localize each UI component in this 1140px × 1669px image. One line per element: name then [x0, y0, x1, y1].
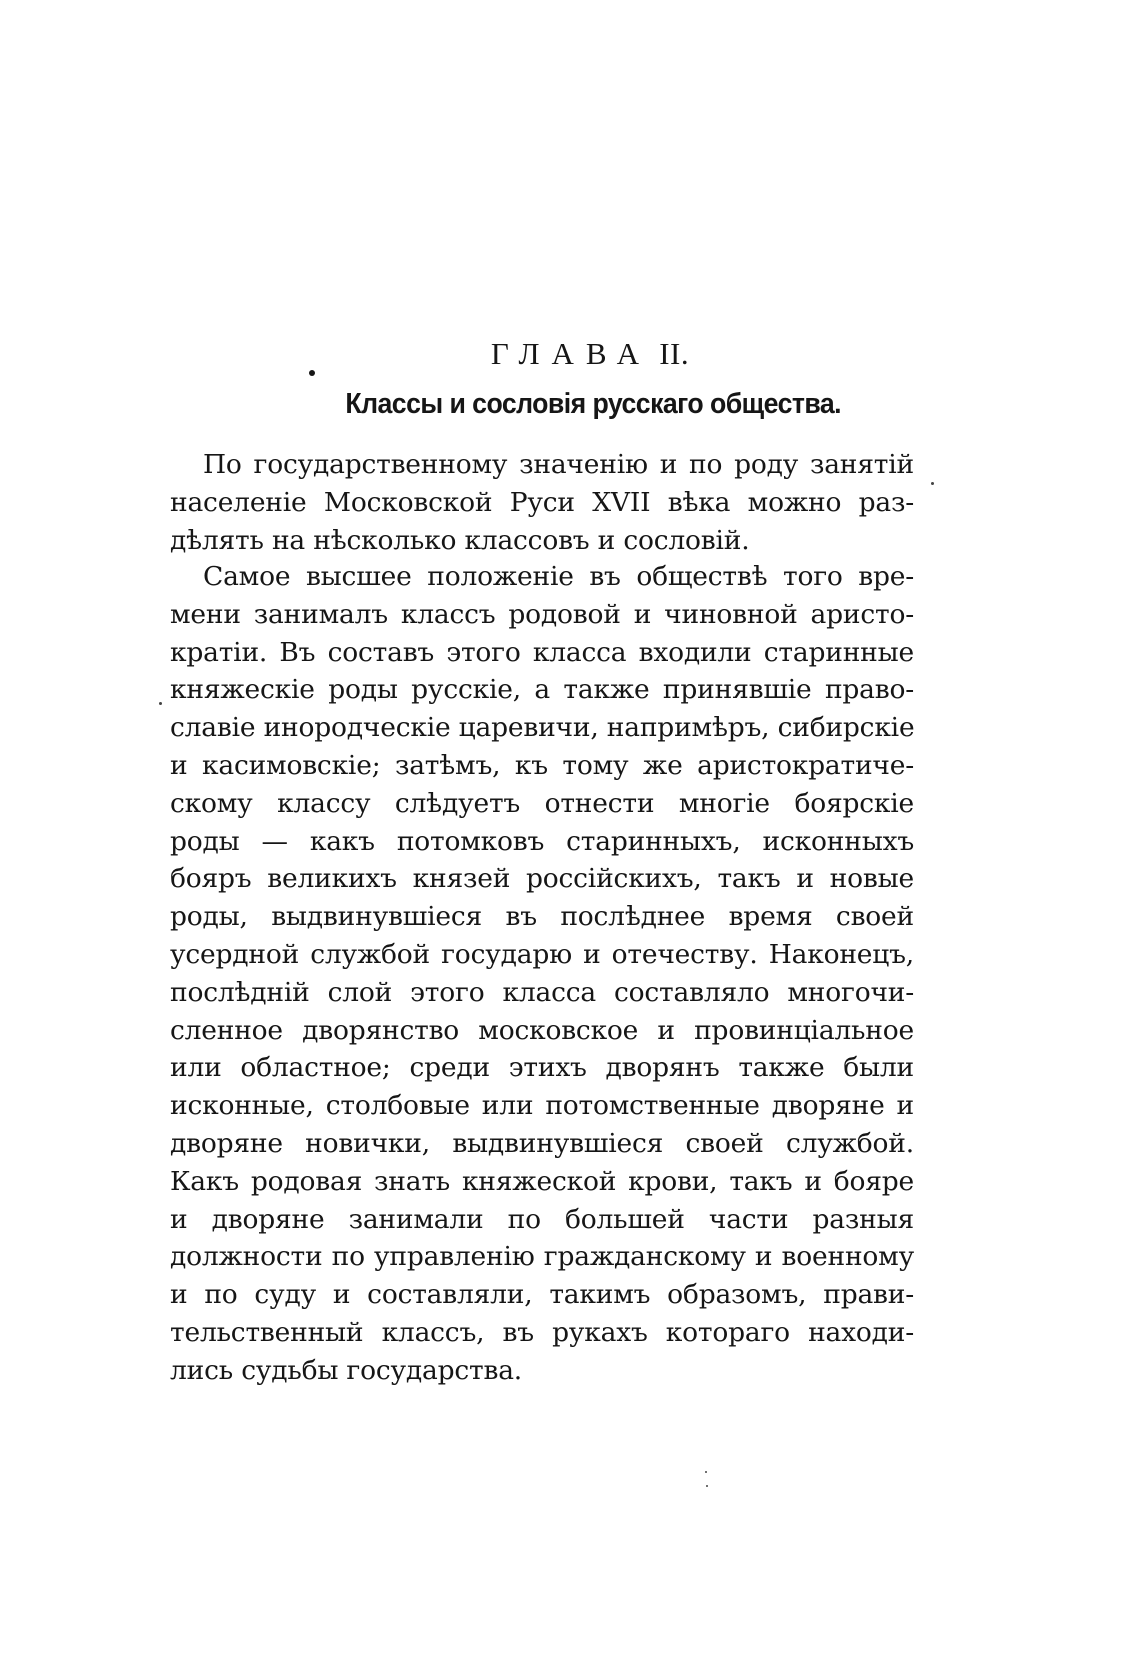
text-line: дѣлять на нѣсколько классовъ и сословій.: [170, 524, 750, 556]
text-line: исконные, столбовые или потомственные дворяне и: [170, 1090, 914, 1122]
print-speck: [705, 1471, 707, 1473]
text-line: славіе инородческіе царевичи, напримѣръ, сибирскіе: [170, 712, 915, 744]
text-line: и касимовскіе; затѣмъ, къ тому же аристократиче-: [170, 749, 914, 781]
text-line: или областное; среди этихъ дворянъ также были: [170, 1052, 914, 1084]
chapter-heading: [0, 336, 1140, 372]
text-line: и по суду и составляли, такимъ образомъ, прави-: [170, 1279, 914, 1311]
text-line: мени занималъ классъ родовой и чиновной аристо-: [170, 598, 914, 630]
text-line: бояръ великихъ князей россійскихъ, такъ и новые: [170, 863, 914, 895]
text-line: лись судьбы государства.: [170, 1354, 523, 1386]
text-line: По государственному значенію и по роду занятій: [203, 449, 914, 480]
chapter-subtitle: Классы и сословія русскаго общества.: [345, 388, 842, 420]
text-line: роды, выдвинувшіеся въ послѣднее время своей: [170, 901, 914, 933]
text-line: дворяне новички, выдвинувшіеся своей службой.: [170, 1127, 914, 1159]
text-line: Самое высшее положеніе въ обществѣ того вре-: [203, 561, 914, 592]
text-line: Какъ родовая знать княжеской крови, такъ и бояре: [170, 1165, 914, 1197]
print-speck: [706, 1485, 708, 1487]
print-speck: [309, 370, 315, 376]
text-line: скому классу слѣдуетъ отнести многіе боярскіе: [170, 787, 914, 819]
paragraph-2: [170, 558, 914, 1390]
chapter-label: ГЛАВА: [490, 336, 651, 371]
text-line: роды — какъ потомковъ старинныхъ, исконныхъ: [170, 825, 914, 857]
print-speck: [159, 702, 162, 705]
print-speck: [931, 482, 934, 485]
chapter-number: II.: [659, 336, 690, 371]
text-line: послѣдній слой этого класса составляло многочи-: [170, 976, 914, 1008]
text-line: и дворяне занимали по большей части разныя: [170, 1203, 914, 1235]
text-line: сленное дворянство московское и провинціальное: [170, 1014, 914, 1046]
text-line: кратіи. Въ составъ этого класса входили старинные: [170, 636, 914, 668]
text-line: усердной службой государю и отечеству. Наконецъ,: [170, 938, 914, 970]
text-line: княжескіе роды русскіе, а также принявшіе право-: [170, 674, 914, 706]
text-line: должности по управленію гражданскому и военному: [170, 1241, 914, 1273]
text-line: населеніе Московской Руси XVII вѣка можно раз-: [170, 486, 914, 518]
paragraph-1: [170, 446, 914, 559]
text-line: тельственный классъ, въ рукахъ котораго находи-: [170, 1316, 914, 1348]
